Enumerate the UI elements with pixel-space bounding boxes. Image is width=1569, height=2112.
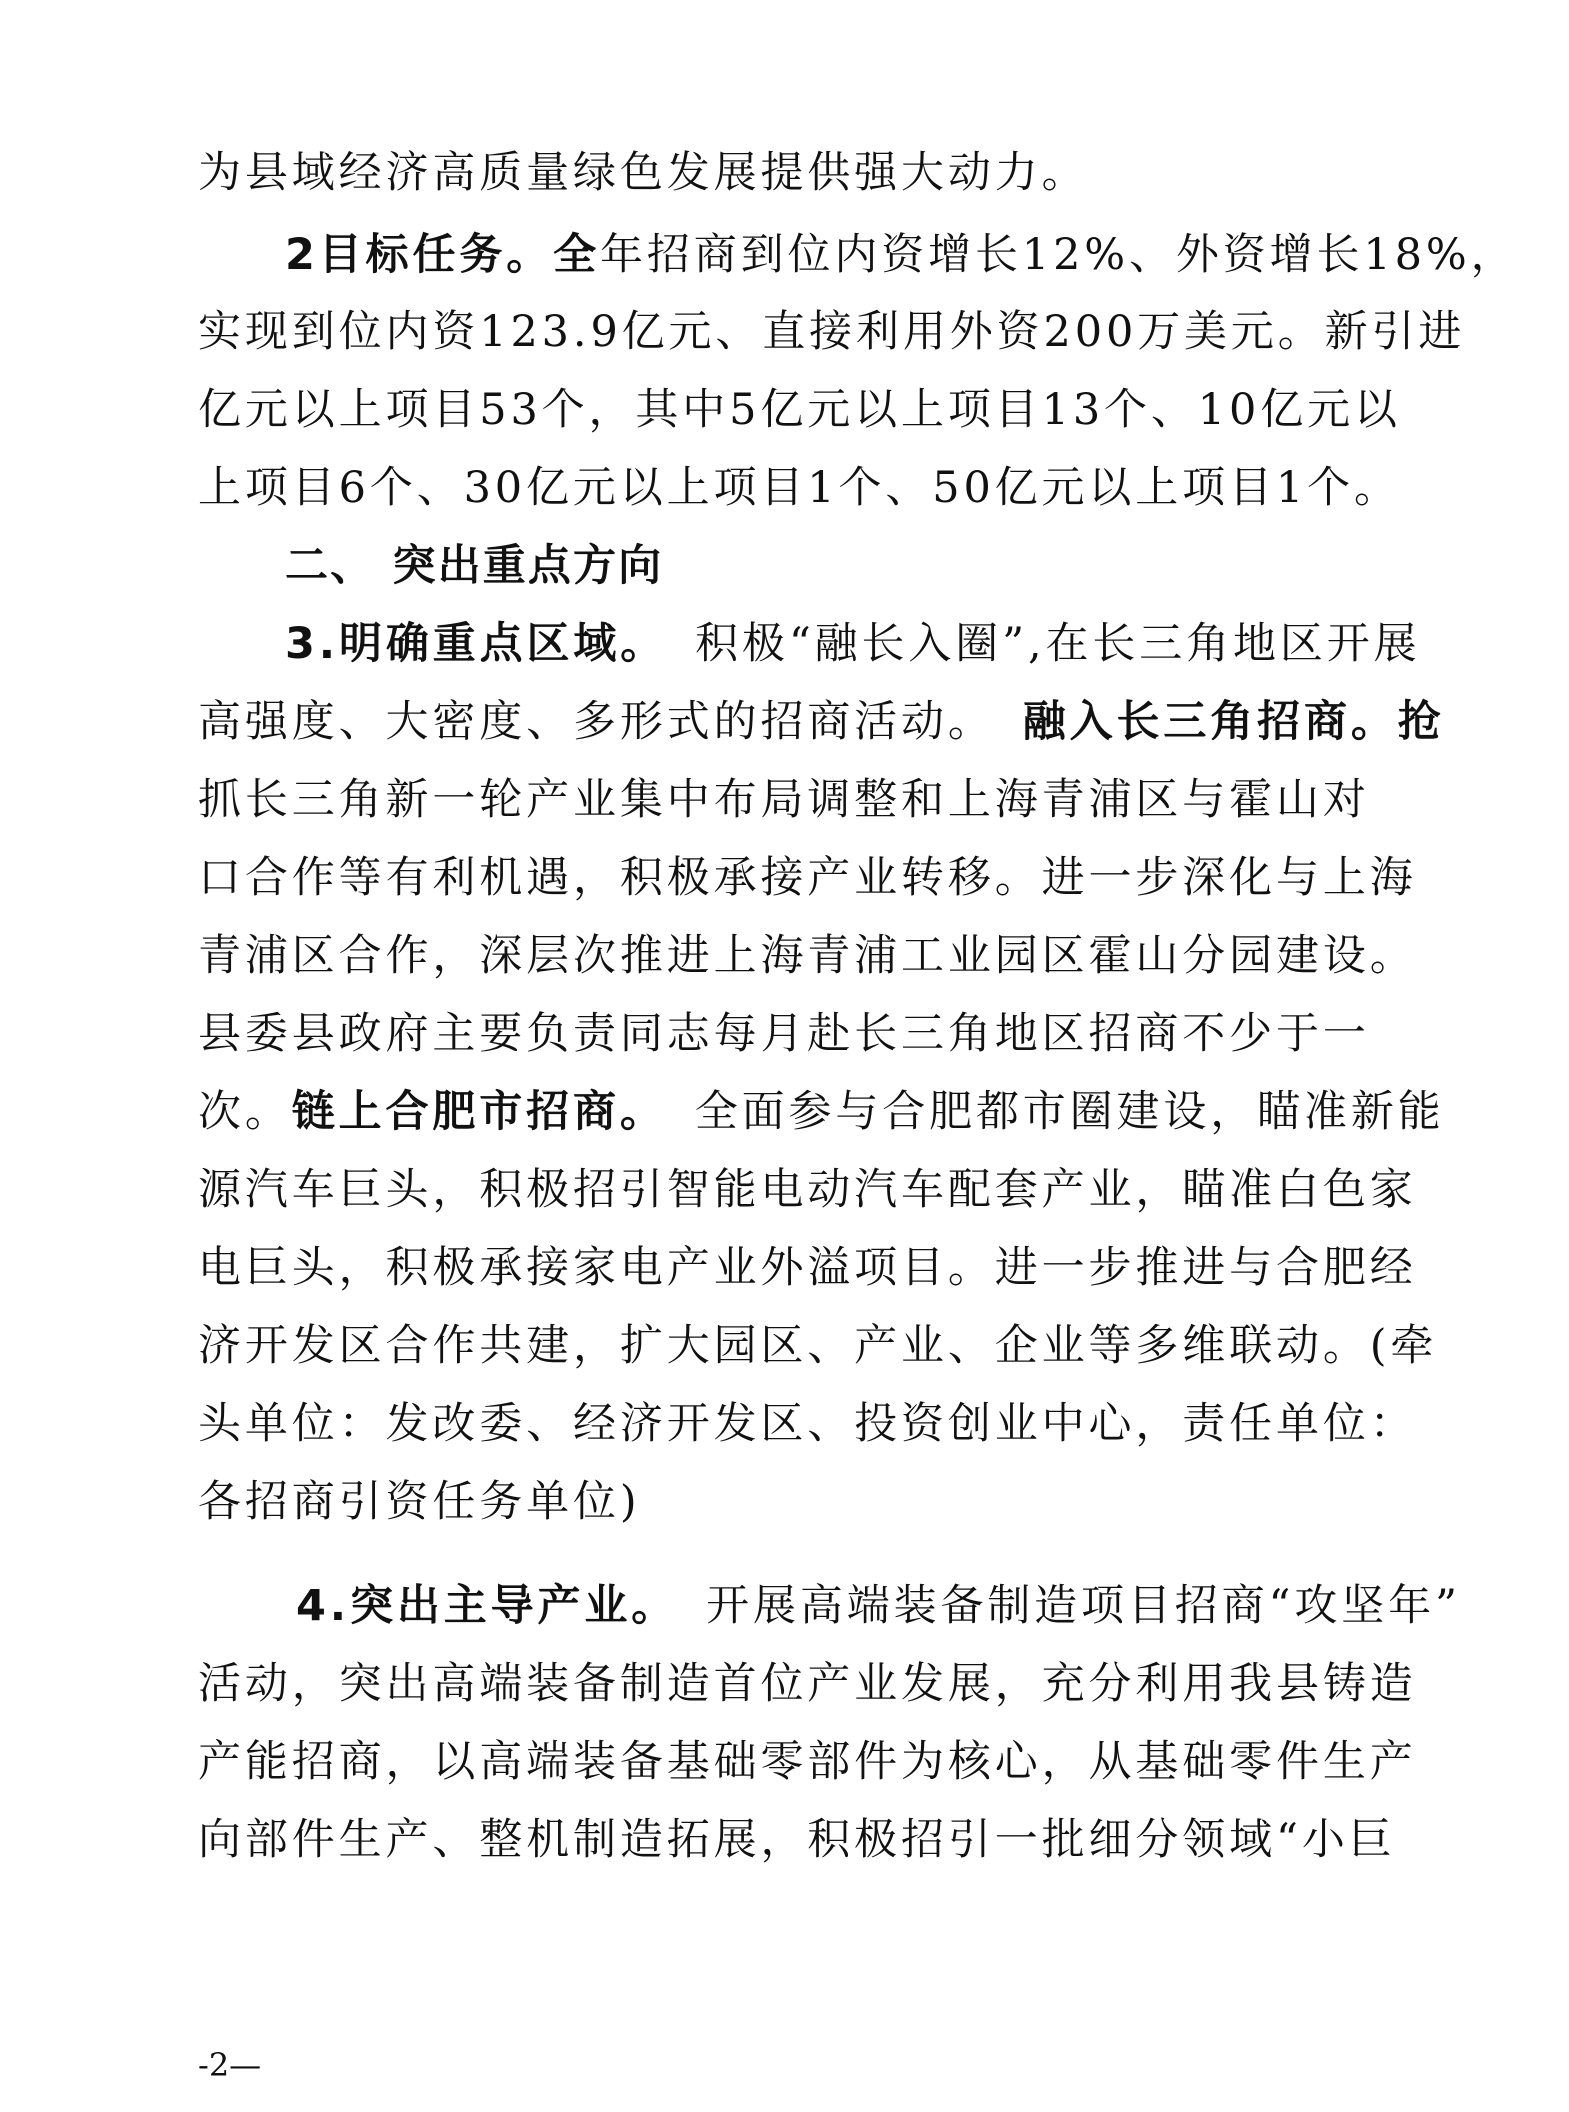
text-line: 抓长三角新一轮产业集中布局调整和上海青浦区与霍山对 — [198, 775, 1370, 825]
text-run: 次。 — [198, 1087, 292, 1137]
text-line — [198, 1083, 1445, 1141]
text-line: 口合作等有利机遇，积极承接产业转移。进一步深化与上海 — [198, 853, 1417, 903]
text-line — [198, 693, 1445, 751]
text-run: 全面参与合肥都市圈建设，瞄准新能 — [694, 1087, 1445, 1137]
text-line: 活动，突出高端装备制造首位产业发展，充分利用我县铸造 — [198, 1659, 1417, 1709]
paragraph-key-regions — [285, 615, 1421, 673]
bold-lead: 3.明确重点区域。 — [285, 619, 668, 669]
bold-run: 链上合肥市招商。 — [291, 1087, 667, 1137]
text-line: 亿元以上项目53个，其中5亿元以上项目13个、10亿元以 — [198, 385, 1401, 435]
text-line: 为县域经济高质量绿色发展提供强大动力。 — [198, 148, 1089, 198]
section-heading: 二、 突出重点方向 — [285, 541, 664, 591]
text-line: 产能招商，以高端装备基础零部件为核心，从基础零件生产 — [198, 1737, 1417, 1787]
text-line: 上项目6个、30亿元以上项目1个、50亿元以上项目1个。 — [198, 463, 1401, 513]
bold-run: 融入长三角招商。抢 — [1022, 697, 1445, 747]
text-line: 青浦区合作，深层次推进上海青浦工业园区霍山分园建设。 — [198, 931, 1417, 981]
paragraph-leading-industry — [296, 1577, 1461, 1635]
paragraph-target-tasks — [285, 226, 1517, 284]
text-line: 向部件生产、整机制造拓展，积极招引一批细分领域“小巨 — [198, 1815, 1396, 1865]
bold-lead: 4.突出主导产业。 — [296, 1581, 679, 1631]
text-run: 开展高端装备制造项目招商“攻坚年” — [706, 1581, 1461, 1631]
text-line: 头单位：发改委、经济开发区、投资创业中心，责任单位： — [198, 1399, 1417, 1449]
text-line: 县委县政府主要负责同志每月赴长三角地区招商不少于一 — [198, 1009, 1370, 1059]
text-run: 年招商到位内资增长12%、外资增长18%， — [600, 230, 1518, 280]
text-line: 源汽车巨头，积极招引智能电动汽车配套产业，瞄准白色家 — [198, 1165, 1417, 1215]
text-line: 各招商引资任务单位) — [198, 1477, 641, 1527]
text-run: 积极“融长入圈”,在长三角地区开展 — [695, 619, 1421, 669]
text-line: 实现到位内资123.9亿元、直接利用外资200万美元。新引进 — [198, 307, 1466, 357]
text-line: 济开发区合作共建，扩大园区、产业、企业等多维联动。(牵 — [198, 1321, 1438, 1371]
bold-lead: 2目标任务。全 — [285, 230, 601, 280]
page-number: -2— — [198, 2046, 262, 2084]
text-run: 高强度、大密度、多形式的招商活动。 — [198, 697, 995, 747]
text-line: 电巨头，积极承接家电产业外溢项目。进一步推进与合肥经 — [198, 1243, 1417, 1293]
